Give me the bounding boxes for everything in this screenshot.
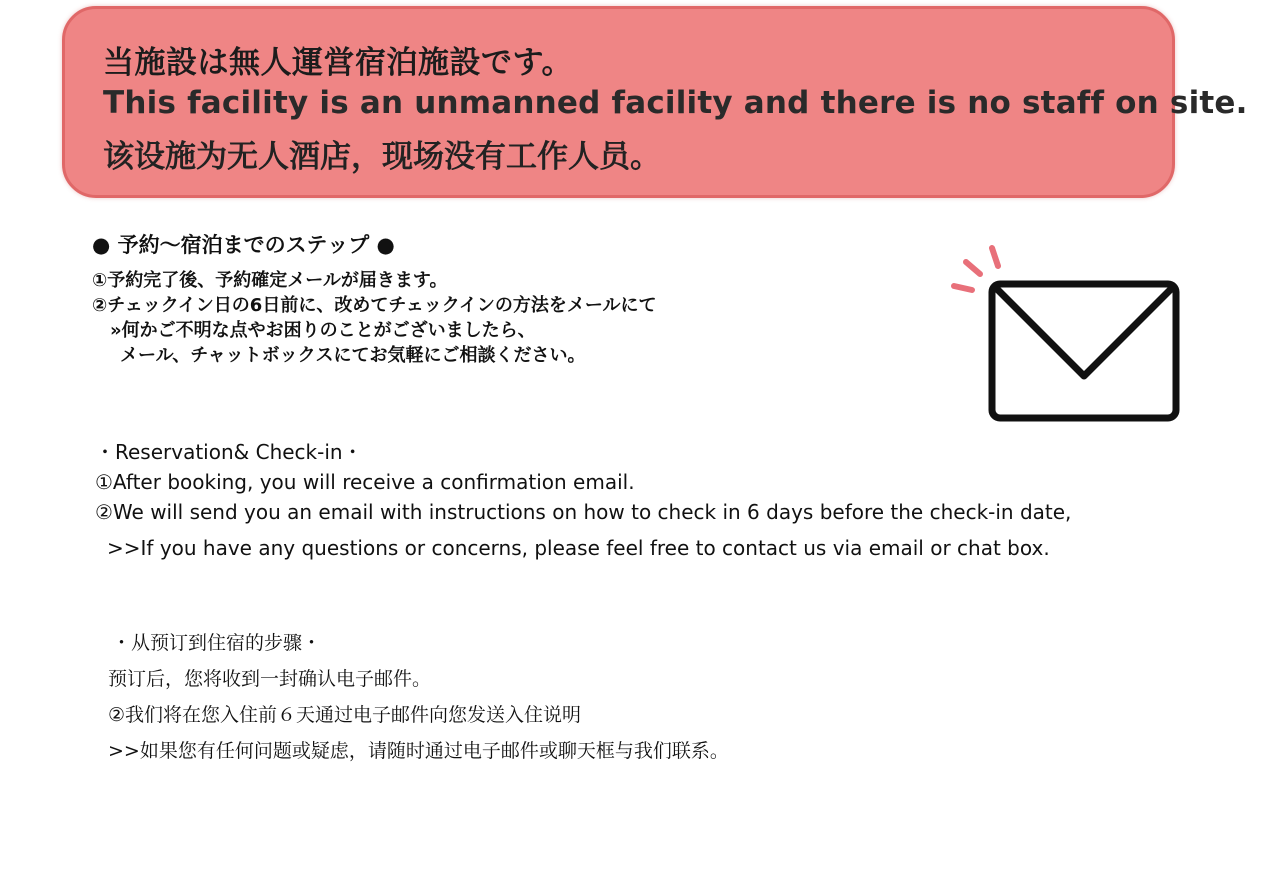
steps-english-line-1: ①After booking, you will receive a confirmation email. xyxy=(95,470,635,494)
envelope-accent-marks xyxy=(954,248,998,290)
steps-chinese-line-2: ②我们将在您入住前６天通过电子邮件向您发送入住说明 xyxy=(108,704,582,726)
notice-japanese: 当施設は無人運営宿泊施設です。 xyxy=(103,45,574,81)
steps-japanese xyxy=(92,230,772,368)
steps-english xyxy=(95,438,1071,564)
steps-japanese-heading: ● 予約～宿泊までのステップ ● xyxy=(92,233,395,257)
envelope-flap xyxy=(996,288,1172,376)
steps-japanese-line-2: ②チェックイン日の6日前に、改めてチェックインの方法をメールにて xyxy=(92,295,657,317)
steps-chinese xyxy=(108,628,729,772)
steps-english-line-2: ②We will send you an email with instructions on how to check in 6 days before the check-in date, xyxy=(95,500,1072,524)
steps-japanese-line-3: »何かご不明な点やお困りのことがございましたら、 xyxy=(110,320,536,342)
steps-chinese-line-3: >>如果您有任何问题或疑虑，请随时通过电子邮件或聊天框与我们联系。 xyxy=(108,740,729,762)
steps-chinese-line-1: 预订后，您将收到一封确认电子邮件。 xyxy=(108,668,432,690)
steps-japanese-line-4: メール、チャットボックスにてお気軽にご相談ください。 xyxy=(120,345,586,367)
steps-english-line-3: >>If you have any questions or concerns, please feel free to contact us via email or chat box. xyxy=(107,536,1050,560)
envelope-body xyxy=(992,284,1176,418)
notice-banner xyxy=(62,6,1248,198)
envelope-icon xyxy=(950,242,1185,427)
notice-english: This facility is an unmanned facility and there is no staff on site. xyxy=(103,85,1248,121)
notice-chinese: 该设施为无人酒店，现场没有工作人员。 xyxy=(103,139,661,175)
steps-japanese-line-1: ①予約完了後、予約確定メールが届きます。 xyxy=(92,270,448,292)
steps-english-heading: ・Reservation& Check-in・ xyxy=(95,440,363,464)
steps-chinese-heading: ・从预订到住宿的步骤・ xyxy=(112,632,322,654)
